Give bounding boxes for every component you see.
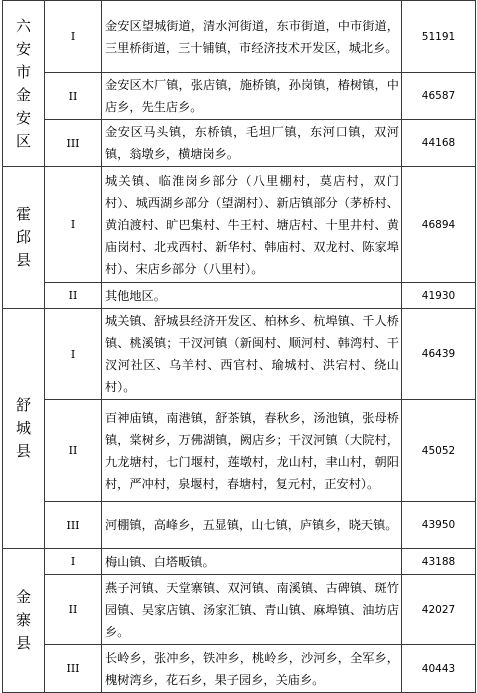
county-cell [3,309,45,549]
county-name-char: 区 [15,131,31,150]
areas-cell: 长岭乡，张冲乡，铁冲乡，桃岭乡，沙河乡，全军乡，槐树湾乡，花石乡，果子园乡，关庙乡。 [102,645,402,693]
county-name-char: 金 [15,588,31,606]
table-row [3,400,476,502]
wage-zone-table [2,0,476,693]
table-row [3,645,476,693]
level-cell: I [45,167,102,283]
value-cell: 46587 [402,73,476,120]
county-cell [3,167,45,309]
table-row [3,167,476,283]
county-name-char: 城 [15,419,31,437]
value-cell: 43950 [402,502,476,549]
level-cell: I [45,1,102,73]
level-cell: III [45,120,102,167]
table-row [3,502,476,549]
county-name-char: 安 [15,39,31,58]
level-cell: II [45,73,102,120]
table-row [3,73,476,120]
level-cell: III [45,645,102,693]
value-cell: 51191 [402,1,476,73]
areas-cell: 金安区马头镇，东桥镇，毛坦厂镇，东河口镇，双河镇，翁墩乡，横塘岗乡。 [102,120,402,167]
county-name [3,203,44,272]
areas-cell: 金安区望城街道，清水河街道，东市街道，中市街道，三里桥街道，三十铺镇，市经济技术开发区，城北乡。 [102,1,402,73]
county-name-char: 寨 [15,611,31,629]
table-row [3,575,476,645]
value-cell: 43188 [402,549,476,575]
areas-cell: 城关镇、舒城县经济开发区、柏林乡、杭埠镇、千人桥镇、桃溪镇；干汊河镇（新闽村、顺河村、韩湾村、干汊河社区、乌羊村、西官村、瑜城村、洪宕村、绕山村）。 [102,309,402,400]
county-name-char: 市 [15,62,31,81]
county-name [3,586,44,655]
areas-cell: 燕子河镇、天堂寨镇、双河镇、南溪镇、古碑镇、斑竹园镇、吴家店镇、汤家汇镇、青山镇、麻埠镇、油坊店乡。 [102,575,402,645]
areas-cell: 梅山镇、白塔畈镇。 [102,549,402,575]
county-name-char: 县 [15,251,31,269]
county-name-char: 舒 [15,396,31,414]
table-row [3,549,476,575]
level-cell: II [45,283,102,309]
county-name-char: 安 [15,108,31,127]
county-cell [3,549,45,693]
value-cell: 42027 [402,575,476,645]
areas-cell: 金安区木厂镇，张店镇，施桥镇，孙岗镇，椿树镇，中店乡，先生店乡。 [102,73,402,120]
value-cell: 44168 [402,120,476,167]
county-name-char: 县 [15,634,31,652]
county-name [3,394,44,463]
level-cell: I [45,549,102,575]
level-cell: I [45,309,102,400]
level-cell: III [45,502,102,549]
county-name-char: 邱 [15,228,31,246]
value-cell: 40443 [402,645,476,693]
county-name-char: 六 [15,16,31,35]
areas-cell: 城关镇、临淮岗乡部分（八里棚村，莫店村，双门村）、城西湖乡部分（望湖村）、新店镇部分（茅桥村、黄泊渡村、旷巴集村、牛王村、塘店村、十里井村、黄庙岗村、北戎西村、新华村、韩庙村、双龙村、陈家埠村）、宋店乡部分（八里村）。 [102,167,402,283]
table-row [3,309,476,400]
value-cell: 46894 [402,167,476,283]
value-cell: 46439 [402,309,476,400]
table-row [3,283,476,309]
areas-cell: 其他地区。 [102,283,402,309]
value-cell: 45052 [402,400,476,502]
areas-cell: 河棚镇，高峰乡，五显镇，山七镇，庐镇乡，晓天镇。 [102,502,402,549]
county-name [3,15,44,153]
county-name-char: 县 [15,442,31,460]
table-row [3,120,476,167]
table-row [3,1,476,73]
level-cell: II [45,400,102,502]
value-cell: 41930 [402,283,476,309]
county-name-char: 霍 [15,205,31,223]
county-name-char: 金 [15,85,31,104]
level-cell: II [45,575,102,645]
areas-cell: 百神庙镇，南港镇，舒茶镇，春秋乡，汤池镇，张母桥镇，棠树乡，万佛湖镇，阙店乡；干汊河镇（大院村，九龙塘村，七门堰村，莲墩村，龙山村，聿山村，朝阳村，严冲村，泉堰村，春塘村，复元村，正安村）。 [102,400,402,502]
county-cell [3,1,45,167]
